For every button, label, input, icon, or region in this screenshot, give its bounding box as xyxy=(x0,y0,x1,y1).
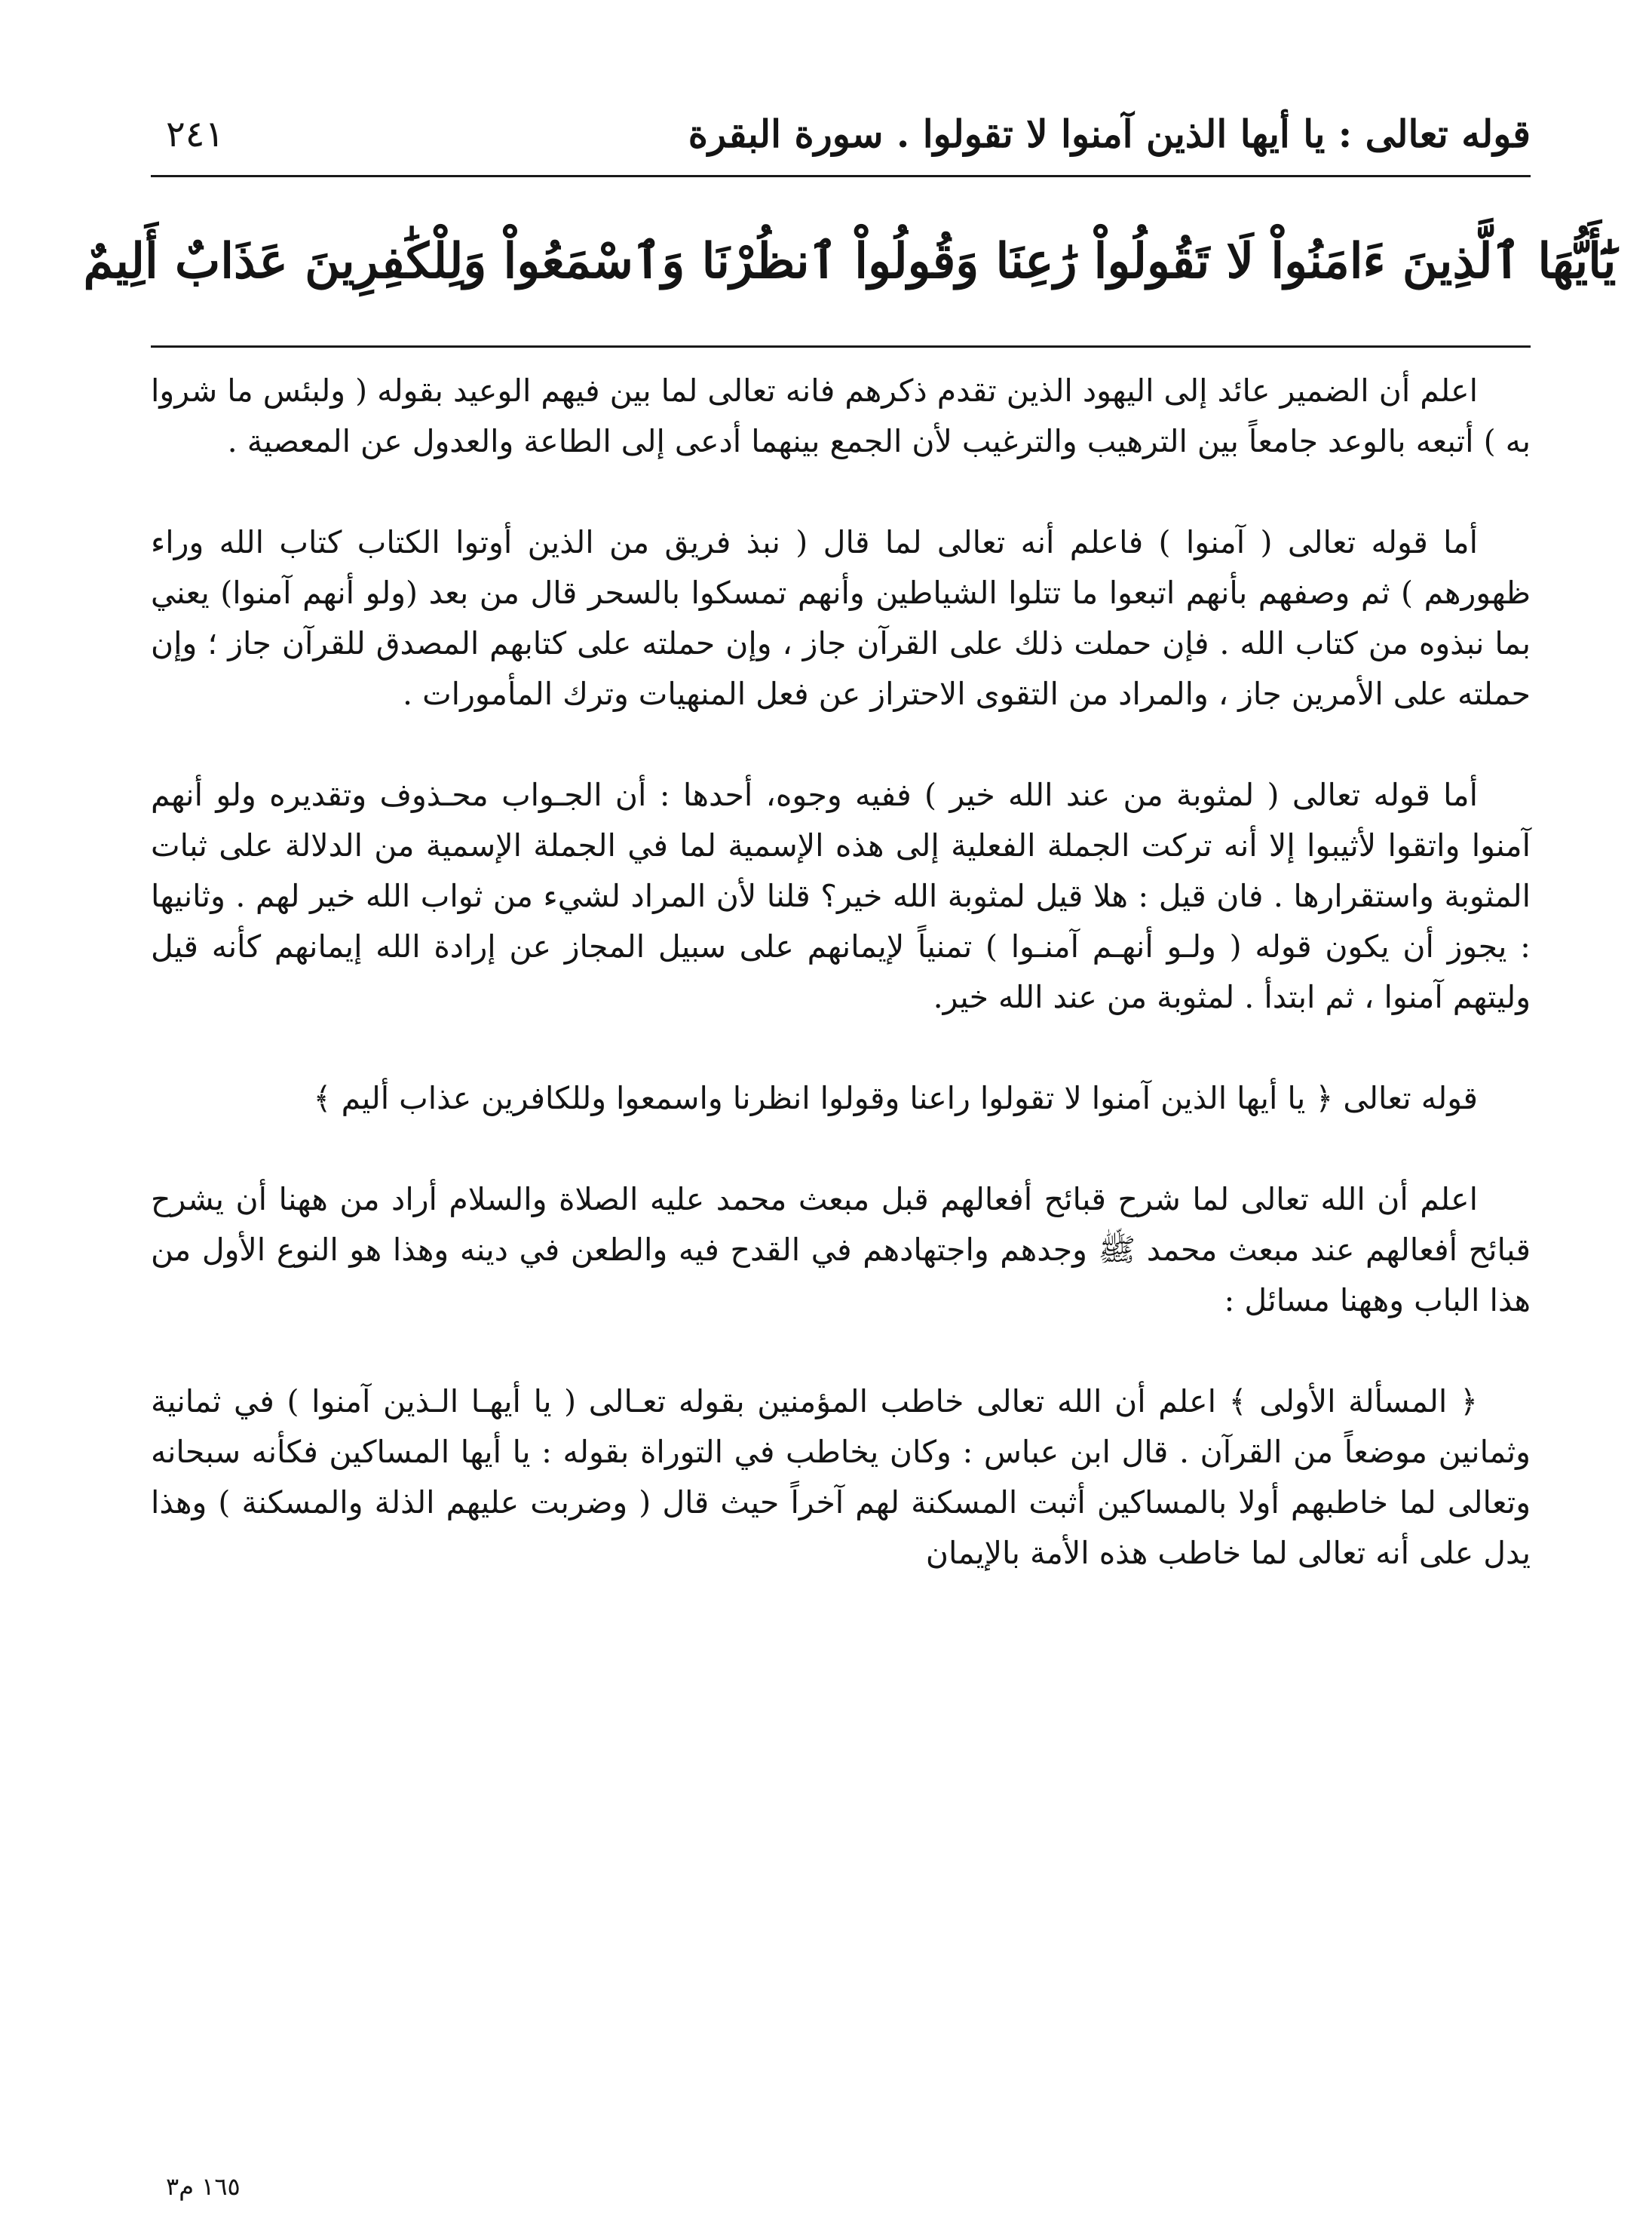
verse-rule xyxy=(151,345,1531,348)
book-page xyxy=(83,0,1617,2234)
quoted-verse-heading: قوله تعالى ﴿ يا أيها الذين آمنوا لا تقولوا راعنا وقولوا انظرنا واسمعوا وللكافرين عذاب أليم ﴾ xyxy=(313,1080,1478,1116)
footer-signature: ١٦٥ م٣ xyxy=(166,2172,241,2201)
paragraph: اعلم أن الله تعالى لما شرح قبائح أفعالهم قبل مبعث محمد عليه الصلاة والسلام أراد من ههنا أن يشرح قبائح أفعالهم عند مبعث محمد ﷺ وجدهم واجتهادهم في القدح فيه والطعن في دينه وهذا هو النوع الأول من هذا الباب وههنا مسائل : xyxy=(151,1181,1531,1318)
paragraph: ﴿ المسألة الأولى ﴾ اعلم أن الله تعالى خاطب المؤمنين بقوله تعـالى ( يا أيهـا الـذين آمنوا ) في ثمانية وثمانين موضعاً من القرآن . قال ابن عباس : وكان يخاطب في التوراة بقوله : يا أيها المساكين فكأنه سبحانه وتعالى لما خاطبهم أولا بالمساكين أثبت المسكنة لهم آخراً حيث قال ( وضربت عليهم الذلة والمسكنة ) وهذا يدل على أنه تعالى لما خاطب هذه الأمة بالإيمان xyxy=(151,1383,1531,1571)
quran-verse: يَٰٓأَيُّهَا ٱلَّذِينَ ءَامَنُواْ لَا تَقُولُواْ رَٰعِنَا وَقُولُواْ ٱنظُرْنَا وَٱسْمَعُواْ وَلِلْكَٰفِرِينَ عَذَابٌ أَلِيمٌ xyxy=(83,233,1617,290)
commentary-body xyxy=(151,366,1531,1579)
page-number: ٢٤١ xyxy=(166,113,225,155)
paragraph: اعلم أن الضمير عائد إلى اليهود الذين تقدم ذكرهم فانه تعالى لما بين فيهم الوعيد بقوله ( ولبئس ما شروا به ) أتبعه بالوعد جامعاً بين الترهيب والترغيب لأن الجمع بينهما أدعى إلى الطاعة والعدول عن المعصية . xyxy=(151,373,1531,459)
header-rule xyxy=(151,175,1531,177)
paragraph: أما قوله تعالى ( آمنوا ) فاعلم أنه تعالى لما قال ( نبذ فريق من الذين أوتوا الكتاب كتاب الله وراء ظهورهم ) ثم وصفهم بأنهم اتبعوا ما تتلوا الشياطين وأنهم تمسكوا بالسحر قال من بعد (ولو أنهم آمنوا) يعني بما نبذوه من كتاب الله . فإن حملت ذلك على القرآن جاز ، وإن حملته على كتابهم المصدق للقرآن جاز ؛ وإن حملته على الأمرين جاز ، والمراد من التقوى الاحتراز عن فعل المنهيات وترك المأمورات . xyxy=(151,524,1531,712)
verse-banner xyxy=(83,190,1617,333)
paragraph: أما قوله تعالى ( لمثوبة من عند الله خير ) ففيه وجوه، أحدها : أن الجـواب محـذوف وتقديره ولو أنهم آمنوا واتقوا لأثيبوا إلا أنه تركت الجملة الفعلية إلى هذه الإسمية لما في الجملة الإسمية من الدلالة على ثبات المثوبة واستقرارها . فان قيل : هلا قيل لمثوبة الله خير؟ قلنا لأن المراد لشيء من ثواب الله خير لهم . وثانيها : يجوز أن يكون قوله ( ولـو أنهـم آمنـوا ) تمنياً لإيمانهم على سبيل المجاز عن إرادة الله إيمانهم كأنه قيل وليتهم آمنوا ، ثم ابتدأ . لمثوبة من عند الله خير. xyxy=(151,777,1531,1015)
running-head xyxy=(151,104,1531,164)
running-title: قوله تعالى : يا أيها الذين آمنوا لا تقولوا . سورة البقرة xyxy=(688,112,1531,156)
